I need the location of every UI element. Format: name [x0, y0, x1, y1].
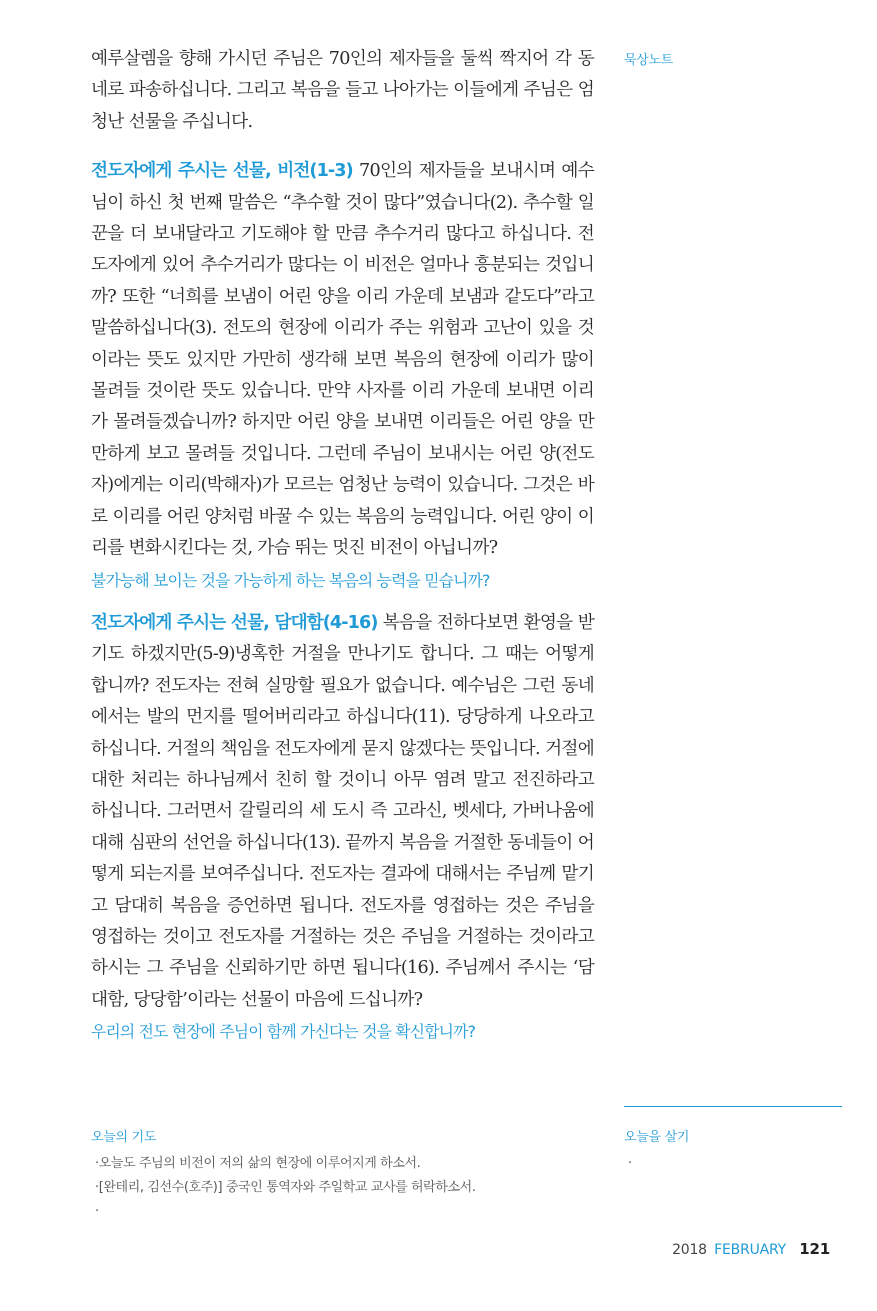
- footer-month: FEBRUARY: [714, 1242, 787, 1258]
- main-text: [91, 44, 594, 1048]
- section2-paragraph: [91, 608, 594, 1016]
- practice-section: [624, 1126, 842, 1176]
- prayer-item: ·[완테리, 김선수(호주)] 중국인 통역자와 주일학교 교사를 허락하소서.: [95, 1180, 476, 1195]
- section1-question: 불가능해 보이는 것을 가능하게 하는 복음의 능력을 믿습니까?: [91, 570, 490, 590]
- prayer-list: [91, 1152, 591, 1224]
- prayer-item: ·오늘도 주님의 비전이 저의 삶의 현장에 이루어지게 하소서.: [95, 1156, 421, 1171]
- section2-body: 복음을 전하다보면 환영을 받기도 하겠지만(5-9)냉혹한 거절을 만나기도 합니다. 그 때는 어떻게 합니까? 전도자는 전혀 실망할 필요가 없습니다. 예수님은 그런 동네에서는 발의 먼지를 떨어버리라고 하십니다(11). 당당하게 나오라고 하십니다. 거절의 책임을 전도자에게 묻지 않겠다는 뜻입니다. 거절에 대한 처리는 하나님께서 친히 할 것이니 아무 염려 말고 전진하라고 하십니다. 그러면서 갈릴리의 세 도시 즉 고라신, 벳세다, 가버나움에 대해 심판의 선언을 하십니다(13). 끝까지 복음을 거절한 동네들이 어떻게 되는지를 보여주십니다. 전도자는 결과에 대해서는 주님께 맡기고 담대히 복음을 증언하면 됩니다. 전도자를 영접하는 것은 주님을 영접하는 것이고 전도자를 거절하는 것은 주님을 거절하는 것이라고 하시는 그 주님을 신뢰하기만 하면 됩니다(16). 주님께서 주시는 ‘담대함, 당당함’이라는 선물이 마음에 드십니까?: [91, 612, 594, 1010]
- practice-bullet: ·: [628, 1156, 633, 1171]
- page-number: 121: [799, 1240, 830, 1258]
- section1-heading: 전도자에게 주시는 선물, 비전(1-3): [91, 161, 353, 182]
- practice-title: 오늘을 살기: [624, 1130, 690, 1145]
- section1-paragraph: [91, 156, 594, 564]
- prayer-section: [91, 1126, 591, 1224]
- section2-question: 우리의 전도 현장에 주님이 함께 가신다는 것을 확신합니까?: [91, 1022, 476, 1042]
- section1-body: 70인의 제자들을 보내시며 예수님이 하신 첫 번째 말씀은 “추수할 것이 많다”였습니다(2). 추수할 일꾼을 더 보내달라고 기도해야 할 만큼 추수거리 많다고 하십니다. 전도자에게 있어 추수거리가 많다는 이 비전은 얼마나 흥분되는 것입니까? 또한 “너희를 보냄이 어린 양을 이리 가운데 보냄과 같도다”라고 말씀하십니다(3). 전도의 현장에 이리가 주는 위험과 고난이 있을 것이라는 뜻도 있지만 가만히 생각해 보면 복음의 현장에 이리가 많이 몰려들 것이란 뜻도 있습니다. 만약 사자를 이리 가운데 보내면 이리가 몰려들겠습니까? 하지만 어린 양을 보내면 이리들은 어린 양을 만만하게 보고 몰려들 것입니다. 그런데 주님이 보내시는 어린 양(전도자)에게는 이리(박해자)가 모르는 엄청난 능력이 있습니다. 그것은 바로 이리를 어린 양처럼 바꿀 수 있는 복음의 능력입니다. 어린 양이 이리를 변화시킨다는 것, 가슴 뛰는 멋진 비전이 아닙니까?: [91, 161, 594, 559]
- practice-divider: [624, 1106, 842, 1107]
- prayer-item: ·: [95, 1204, 99, 1219]
- prayer-title: 오늘의 기도: [91, 1130, 157, 1145]
- page-footer: [672, 1240, 830, 1258]
- meditation-note-label: 묵상노트: [624, 53, 674, 68]
- footer-year: 2018: [672, 1242, 707, 1258]
- section2-heading: 전도자에게 주시는 선물, 담대함(4-16): [91, 612, 378, 633]
- intro-paragraph: 예루살렘을 향해 가시던 주님은 70인의 제자들을 둘씩 짝지어 각 동네로 파송하십니다. 그리고 복음을 들고 나아가는 이들에게 주님은 엄청난 선물을 주십니다.: [91, 49, 594, 132]
